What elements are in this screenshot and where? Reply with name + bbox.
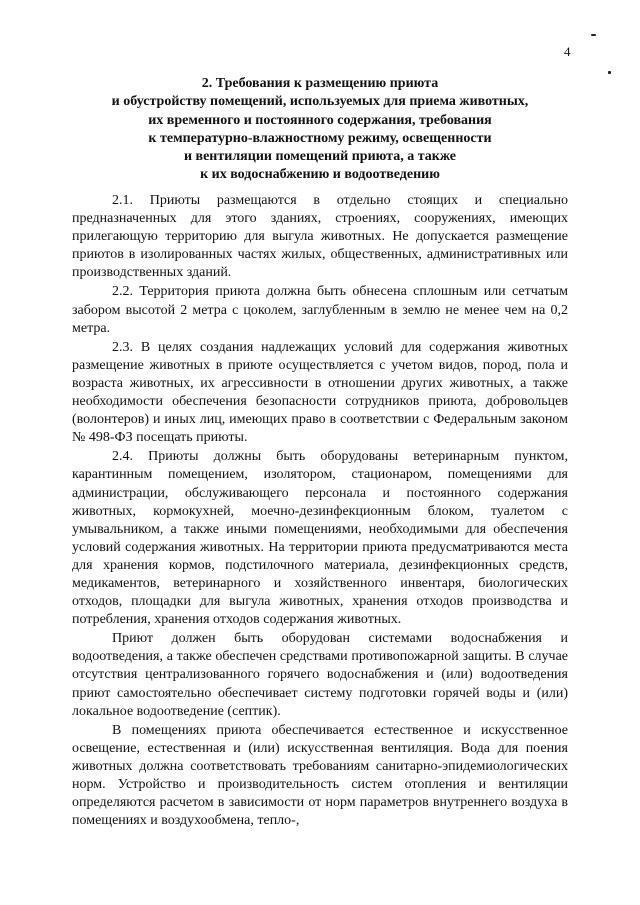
paragraph-2-4: 2.4. Приюты должны быть оборудованы ветеринарным пунктом, карантинным помещением, изолятором, стационаром, помещениями для администрации, обслуживающего персонала и постоянного содержания животных, кормокухней, моечно-дезинфекционным блоком, туалетом с умывальником, а также иными помещениями, необходимыми для обеспечения условий содержания животных. На территории приюта предусматриваются места для хранения кормов, подстилочного материала, дезинфекционных средств, медикаментов, ветеринарного и хозяйственного инвентаря, биологических отходов, площадки для выгула животных, хранения отходов производства и потребления, хранения отходов содержания животных. [72,449,568,628]
heading-line: и вентиляции помещений приюта, а также [183,149,457,165]
document-body [72,192,568,831]
paragraph-lighting-ventilation: В помещениях приюта обеспечивается естественное и искусственное освещение, естественная и (или) искусственная вентиляция. Вода для поения животных должна соответствовать требованиям санитарно-эпидемиологических норм. Устройство и производительность систем отопления и вентиляции определяются расчетом в зависимости от норм параметров внутреннего воздуха в помещениях и воздухообмена, тепло-, [72,722,568,829]
paragraph-water-supply: Приют должен быть оборудован системами водоснабжения и водоотведения, а также обеспечен средствами противопожарной защиты. В случае отсутствия централизованного горячего водоснабжения и (или) водоотведения приют самостоятельно обеспечивает систему подготовки горячей воды и (или) локальное водоотведение (септик). [72,631,568,719]
page-number: 4 [564,44,571,59]
heading-line: к их водоснабжению и водоотведению [200,167,440,183]
heading-line: к температурно-влажностному режиму, освещенности [148,130,492,146]
heading-line: их временного и постоянного содержания, требования [148,112,492,128]
section-heading [80,75,560,185]
paragraph-2-2: 2.2. Территория приюта должна быть обнесена сплошным или сетчатым забором высотой 2 метра с цоколем, заглубленным в землю не менее чем на 0,2 метра. [72,284,568,336]
paragraph-2-1: 2.1. Приюты размещаются в отдельно стоящих и специально предназначенных для этого зданиях, строениях, сооружениях, имеющих прилегающую территорию для выгула животных. Не допускается размещение приютов в изолированных частях жилых, общественных, административных или производственных зданий. [72,193,568,281]
paragraph-2-3: 2.3. В целях создания надлежащих условий для содержания животных размещение животных в приюте осуществляется с учетом видов, пород, пола и возраста животных, их агрессивности в отношении других животных, а также необходимости обеспечения безопасности сотрудников приюта, добровольцев (волонтеров) и иных лиц, имеющих право в соответствии с Федеральным законом № 498-ФЗ посещать приюты. [72,339,568,446]
heading-line: 2. Требования к размещению приюта [201,76,439,91]
heading-line: и обустройству помещений, используемых для приема животных, [111,94,529,110]
scan-speck [608,71,611,74]
scan-speck [591,34,596,36]
